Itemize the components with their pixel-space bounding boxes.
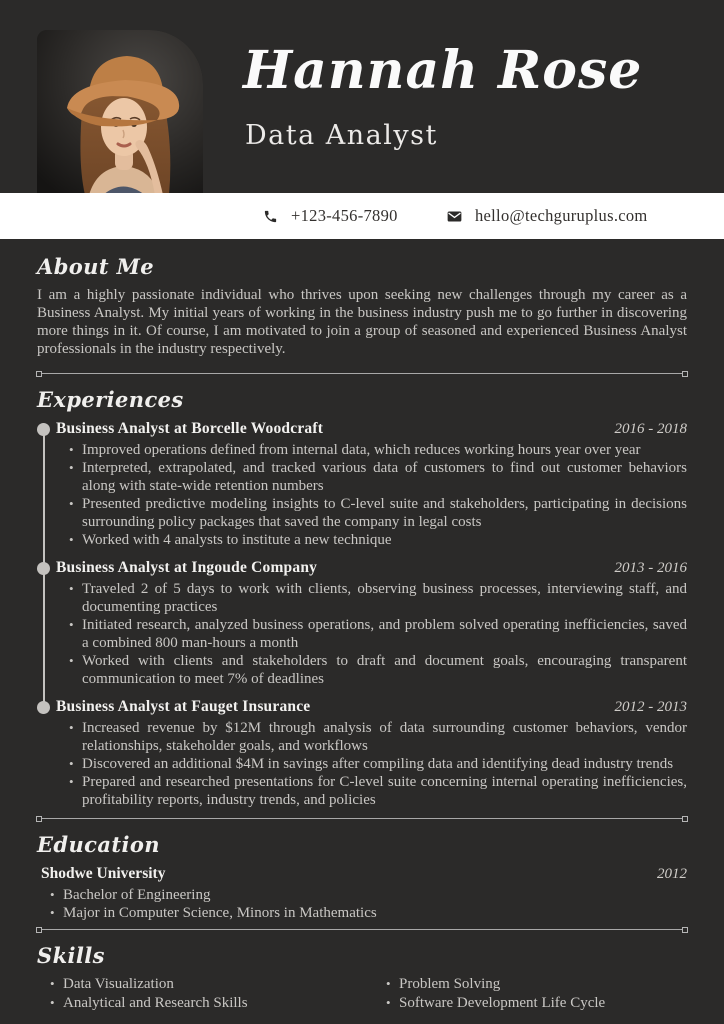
education-bullet: • Bachelor of Engineering — [50, 886, 687, 904]
job-dates: 2016 - 2018 — [614, 421, 687, 437]
skills-column-right — [373, 975, 605, 1013]
education-heading: Education — [37, 832, 160, 857]
job-bullet-list — [56, 580, 687, 688]
job-title: Business Analyst at Borcelle Woodcraft — [56, 420, 324, 437]
experience-item — [37, 558, 687, 688]
skill-item: • Problem Solving — [386, 975, 605, 993]
contact-bar — [0, 193, 724, 239]
job-bullet: • Improved operations defined from internal data, which reduces working hours year over year — [69, 441, 687, 459]
job-bullet: • Increased revenue by $12M through analysis of data surrounding customer behaviors, vendor relationships, stakeholder goals, and workflows — [69, 719, 687, 755]
job-bullet: • Initiated research, analyzed business operations, and problem solved operating inefficiencies, saved a combined 800 man-hours a month — [69, 616, 687, 652]
profile-photo — [37, 30, 203, 195]
skill-item: • Analytical and Research Skills — [50, 994, 373, 1012]
skills-column-left — [37, 975, 373, 1013]
education-item — [37, 864, 687, 922]
education-bullet: • Major in Computer Science, Minors in Mathematics — [50, 904, 687, 922]
job-bullet: • Presented predictive modeling insights to C-level suite and stakeholders, participating in decisions surrounding policy packages that saved the company in legal costs — [69, 495, 687, 531]
skills-columns — [37, 975, 687, 1013]
experience-item — [37, 697, 687, 809]
envelope-icon — [447, 209, 462, 224]
job-dates: 2012 - 2013 — [614, 699, 687, 715]
skill-item: • Data Visualization — [50, 975, 373, 993]
contact-email — [447, 193, 648, 239]
about-text: I am a highly passionate individual who thrives upon seeking new challenges through my career as a Business Analyst. My initial years of working in the business industry push me to go further in discovering more things in it. Of course, I am motivated to join a group of seasoned and experienced Business Analyst professionals in the industry respectively. — [37, 287, 687, 357]
person-job-title: Data Analyst — [245, 120, 438, 151]
section-divider — [38, 929, 686, 930]
job-title: Business Analyst at Fauget Insurance — [56, 698, 311, 715]
job-dates: 2013 - 2016 — [614, 560, 687, 576]
skills-heading: Skills — [37, 943, 105, 968]
contact-phone-text: +123-456-7890 — [291, 206, 398, 225]
education-school: Shodwe University — [41, 865, 166, 882]
experiences-heading: Experiences — [37, 387, 184, 412]
job-bullet: • Discovered an additional $4M in savings after compiling data and identifying dead industry trends — [69, 755, 687, 773]
portrait-illustration — [37, 30, 203, 195]
job-bullet: • Traveled 2 of 5 days to work with clients, observing business processes, interviewing staff, and documenting practices — [69, 580, 687, 616]
section-divider — [38, 818, 686, 819]
about-heading: About Me — [37, 254, 155, 279]
job-bullet: • Prepared and researched presentations for C-level suite concerning internal operating inefficiencies, profitability reports, industry trends, and policies — [69, 773, 687, 809]
skill-item: • Software Development Life Cycle — [386, 994, 605, 1012]
job-bullet: • Worked with clients and stakeholders to draft and document goals, encouraging transparent communication to meet 7% of deadlines — [69, 652, 687, 688]
education-header — [41, 864, 687, 884]
contact-email-text: hello@techguruplus.com — [475, 206, 648, 225]
resume-body — [37, 254, 687, 1013]
education-year: 2012 — [657, 866, 687, 882]
job-bullet-list — [56, 719, 687, 809]
job-header — [56, 419, 687, 439]
education-bullet-list — [41, 886, 687, 922]
job-bullet: • Worked with 4 analysts to institute a new technique — [69, 531, 687, 549]
job-bullet: • Interpreted, extrapolated, and tracked various data of customers to find out customer behaviors along with state-wide retention numbers — [69, 459, 687, 495]
person-name: Hannah Rose — [243, 40, 643, 101]
job-title: Business Analyst at Ingoude Company — [56, 559, 318, 576]
job-bullet-list — [56, 441, 687, 549]
contact-phone — [263, 193, 398, 239]
phone-icon — [263, 209, 278, 224]
job-header — [56, 558, 687, 578]
job-header — [56, 697, 687, 717]
section-divider — [38, 373, 686, 374]
experience-item — [37, 419, 687, 549]
